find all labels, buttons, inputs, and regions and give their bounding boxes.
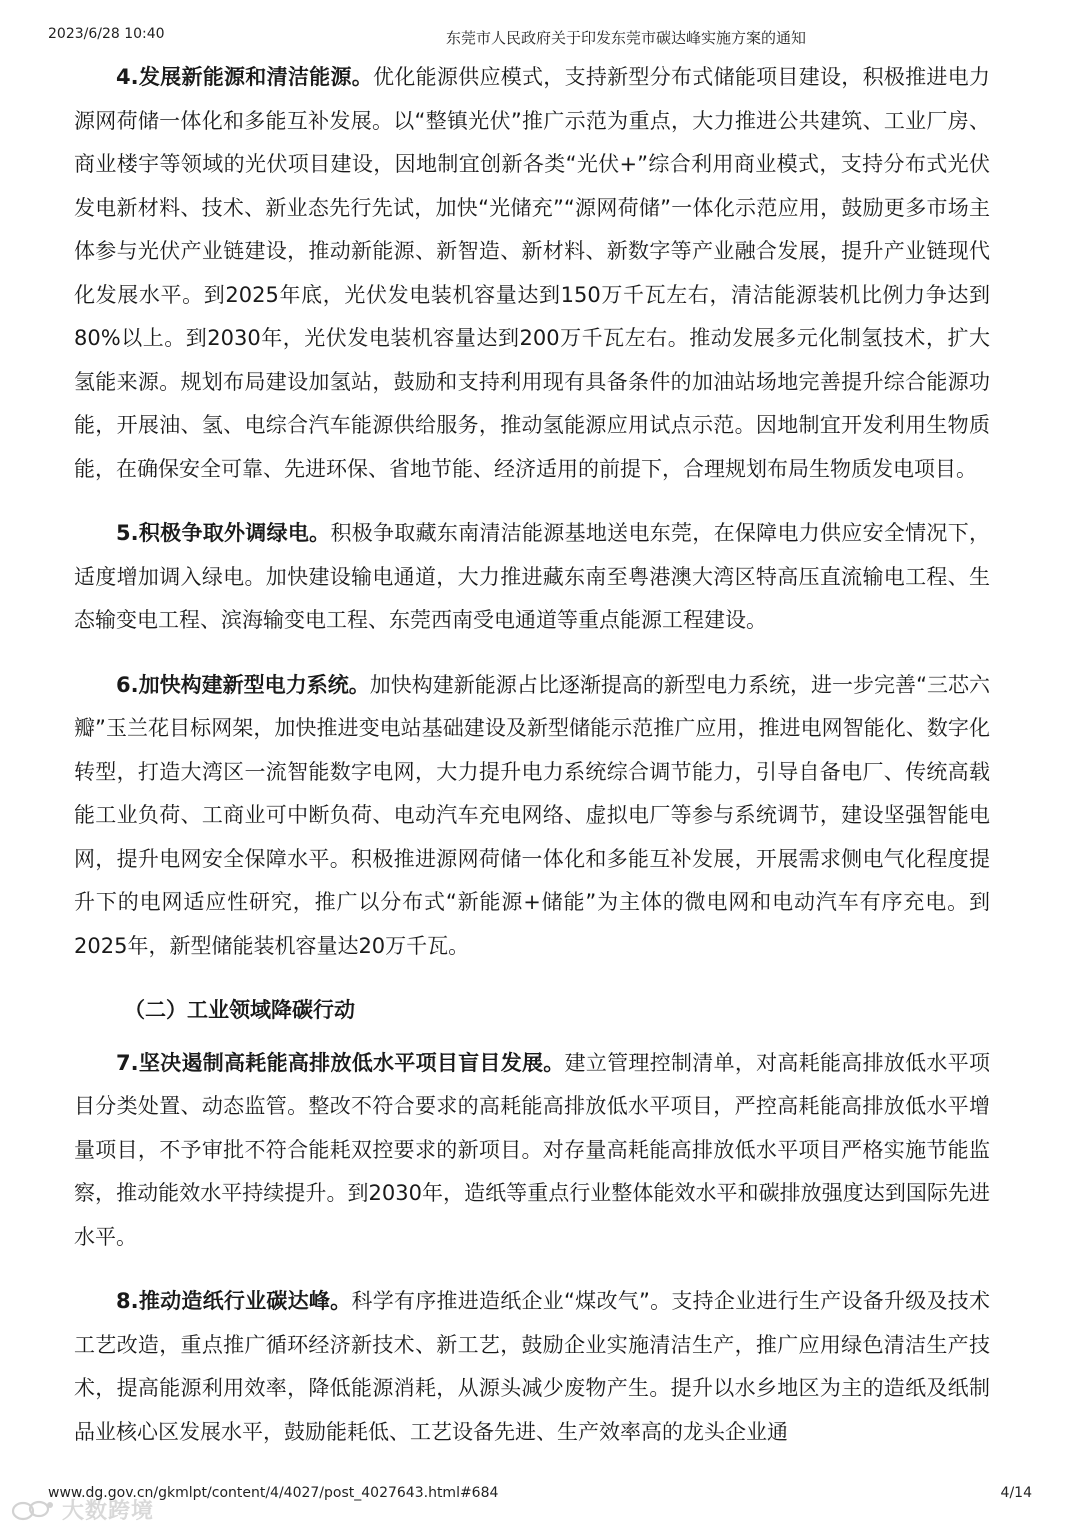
paragraph-text: 优化能源供应模式，支持新型分布式储能项目建设，积极推进电力源网荷储一体化和多能互补发展。以“整镇光伏”推广示范为重点，大力推进公共建筑、工业厂房、商业楼宇等领域的光伏项目建设，因地制宜创新各类“光伏+”综合利用商业模式，支持分布式光伏发电新材料、技术、新业态先行先试，加快“光储充”“源网荷储”一体化示范应用，鼓励更多市场主体参与光伏产业链建设，推动新能源、新智造、新材料、新数字等产业融合发展，提升产业链现代化发展水平。到2025年底，光伏发电装机容量达到150万千瓦左右，清洁能源装机比例力争达到80%以上。到2030年，光伏发电装机容量达到200万千瓦左右。推动发展多元化制氢技术，扩大氢能来源。规划布局建设加氢站，鼓励和支持利用现有具备条件的加油站场地完善提升综合能源功能，开展油、氢、电综合汽车能源供给服务，推动氢能源应用试点示范。因地制宜开发利用生物质能，在确保安全可靠、先进环保、省地节能、经济适用的前提下，合理规划布局生物质发电项目。 [74, 65, 990, 481]
print-datetime: 2023/6/28 10:40 [48, 26, 165, 42]
paragraph-lead: 7.坚决遏制高耗能高排放低水平项目盲目发展。 [116, 1050, 565, 1075]
paragraph-8 [74, 1280, 990, 1454]
source-url[interactable]: www.dg.gov.cn/gkmlpt/content/4/4027/post_4027643.html#684 [48, 1485, 499, 1501]
watermark-text: 大数跨境 [62, 1499, 155, 1524]
paragraph-lead: 6.加快构建新型电力系统。 [116, 672, 370, 697]
watermark [10, 1494, 154, 1525]
paragraph-4 [74, 56, 990, 491]
paragraph-7 [74, 1042, 990, 1260]
paragraph-6 [74, 664, 990, 969]
document-body [74, 56, 990, 1475]
paragraph-text: 建立管理控制清单，对高耗能高排放低水平项目分类处置、动态监管。整改不符合要求的高耗能高排放低水平项目，严控高耗能高排放低水平增量项目，不予审批不符合能耗双控要求的新项目。对存量高耗能高排放低水平项目严格实施节能监察，推动能效水平持续提升。到2030年，造纸等重点行业整体能效水平和碳排放强度达到国际先进水平。 [74, 1050, 990, 1249]
paragraph-lead: 4.发展新能源和清洁能源。 [116, 65, 374, 89]
logo-icon [10, 1497, 56, 1523]
section-heading: （二）工业领域降碳行动 [124, 998, 355, 1022]
page-number: 4/14 [1000, 1485, 1032, 1501]
paragraph-text: 积极争取藏东南清洁能源基地送电东莞，在保障电力供应安全情况下，适度增加调入绿电。加快建设输电通道，大力推进藏东南至粤港澳大湾区特高压直流输电工程、生态输变电工程、滨海输变电工程、东莞西南受电通道等重点能源工程建设。 [74, 521, 991, 632]
paragraph-text: 加快构建新能源占比逐渐提高的新型电力系统，进一步完善“三芯六瓣”玉兰花目标网架，加快推进变电站基础建设及新型储能示范推广应用，推进电网智能化、数字化转型，打造大湾区一流智能数字电网，大力提升电力系统综合调节能力，引导自备电厂、传统高载能工业负荷、工商业可中断负荷、电动汽车充电网络、虚拟电厂等参与系统调节，建设坚强智能电网，提升电网安全保障水平。积极推进源网荷储一体化和多能互补发展，开展需求侧电气化程度提升下的电网适应性研究，推广以分布式“新能源+储能”为主体的微电网和电动汽车有序充电。到2025年，新型储能装机容量达20万千瓦。 [74, 672, 990, 958]
document-title: 东莞市人民政府关于印发东莞市碳达峰实施方案的通知 [446, 29, 807, 47]
paragraph-lead: 8.推动造纸行业碳达峰。 [116, 1289, 352, 1313]
paragraph-lead: 5.积极争取外调绿电。 [116, 521, 331, 545]
paragraph-text: 科学有序推进造纸企业“煤改气”。支持企业进行生产设备升级及技术工艺改造，重点推广循环经济新技术、新工艺，鼓励企业实施清洁生产，推广应用绿色清洁生产技术，提高能源利用效率，降低能源消耗，从源头减少废物产生。提升以水乡地区为主的造纸及纸制品业核心区发展水平，鼓励能耗低、工艺设备先进、生产效率高的龙头企业通 [74, 1289, 990, 1444]
paragraph-5 [74, 512, 990, 643]
